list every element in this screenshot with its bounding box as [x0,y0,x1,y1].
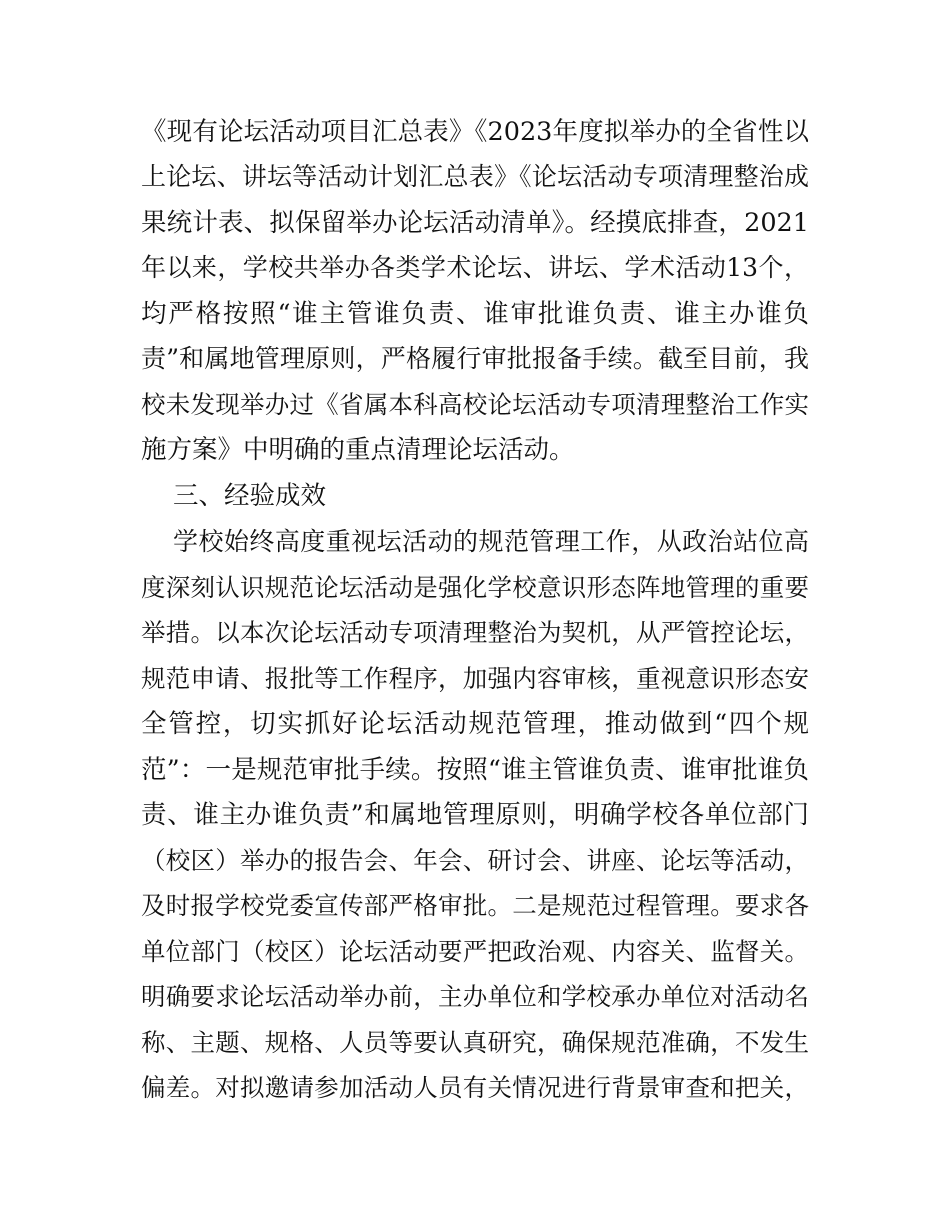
paragraph1-line-6: 责”和属地管理原则，严格履行审批报备手续。截至目前，我 [141,344,809,373]
paragraph1-line-3: 果统计表、拟保留举办论坛活动清单》。经摸底排查，2021 [141,208,809,238]
paragraph2-line-3: 举措。以本次论坛活动专项清理整治为契机，从严管控论坛， [141,618,809,647]
paragraph2-line-10: 单位部门（校区）论坛活动要严把政治观、内容关、监督关。 [141,937,809,966]
paragraph2-line-9: 及时报学校党委宣传部严格审批。二是规范过程管理。要求各 [141,891,809,920]
paragraph1-line-4: 年以来，学校共举办各类学术论坛、讲坛、学术活动13个， [141,253,809,282]
paragraph2-line-12: 称、主题、规格、人员等要认真研究，确保规范准确，不发生 [141,1028,809,1057]
paragraph2-line-13: 偏差。对拟邀请参加活动人员有关情况进行背景审查和把关， [141,1073,809,1102]
paragraph2-line-7: 责、谁主办谁负责”和属地管理原则，明确学校各单位部门 [141,800,809,830]
paragraph2-line-2: 度深刻认识规范论坛活动是强化学校意识形态阵地管理的重要 [141,573,809,602]
paragraph2-line-5: 全管控，切实抓好论坛活动规范管理，推动做到“四个规 [141,709,809,739]
section-heading: 三、经验成效 [173,481,327,511]
paragraph2-line-11: 明确要求论坛活动举办前，主办单位和学校承办单位对活动名 [141,982,809,1011]
paragraph1-line-7: 校未发现举办过《省属本科高校论坛活动专项清理整治工作实 [141,390,809,419]
paragraph2-line-4: 规范申请、报批等工作程序，加强内容审核，重视意识形态安 [141,664,809,693]
paragraph1-line-8: 施方案》中明确的重点清理论坛活动。 [141,435,575,465]
paragraph2-line-6: 范”：一是规范审批手续。按照“谁主管谁负责、谁审批谁负 [141,755,809,785]
paragraph1-line-2: 上论坛、讲坛等活动计划汇总表》《论坛活动专项清理整治成 [141,162,809,191]
paragraph2-line-1: 学校始终高度重视坛活动的规范管理工作，从政治站位高 [173,527,809,556]
paragraph2-line-8: （校区）举办的报告会、年会、研讨会、讲座、论坛等活动， [141,846,809,875]
paragraph1-line-1: 《现有论坛活动项目汇总表》《2023年度拟举办的全省性以 [141,117,809,147]
paragraph1-line-5: 均严格按照“谁主管谁负责、谁审批谁负责、谁主办谁负 [141,299,809,329]
